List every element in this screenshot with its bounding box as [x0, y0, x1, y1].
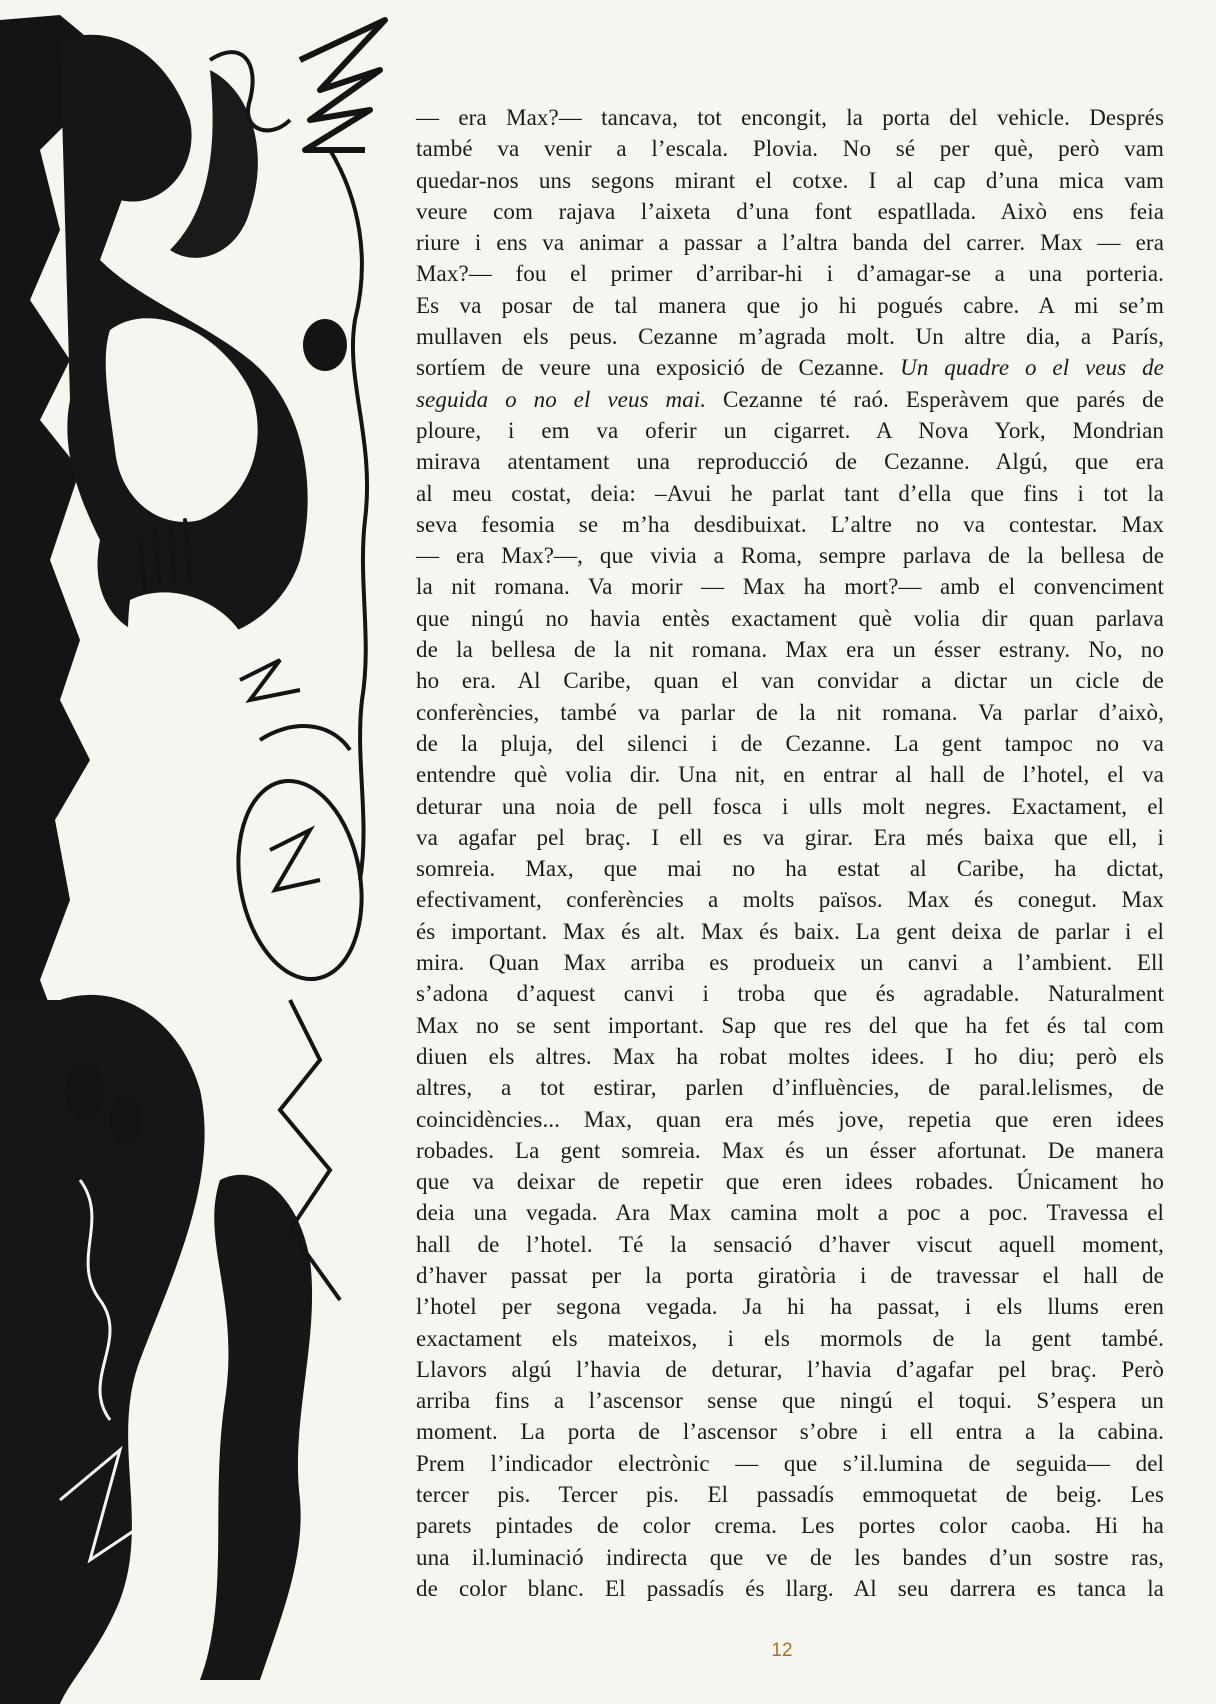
italic-quote: seguida o no el veus mai. [416, 386, 707, 412]
text-line: tercer pis. Tercer pis. El passadís emmoquetat de beig. Les [416, 1482, 1164, 1508]
text-line: s’adona d’aquest canvi i troba que és agradable. Naturalment [416, 981, 1164, 1007]
text-line: Llavors algú l’havia de deturar, l’havia d’agafar pel braç. Però [416, 1356, 1164, 1382]
text-line: deia una vegada. Ara Max camina molt a poc a poc. Travessa el [416, 1200, 1164, 1226]
text-line: de la pluja, del silenci i de Cezanne. La gent tampoc no va [416, 730, 1164, 756]
text-line: deturar una noia de pell fosca i ulls molt negres. Exactament, el [416, 793, 1164, 819]
text-run: sortíem de veure una exposició de Cezanne. [416, 355, 901, 381]
text-line [416, 384, 1164, 415]
text-line: d’haver passat per la porta giratòria i de travessar el hall de [416, 1262, 1164, 1288]
text-line: — era Max?— tancava, tot encongit, la porta del vehicle. Després [416, 105, 1164, 130]
text-line: l’hotel per segona vegada. Ja hi ha passat, i els llums eren [416, 1294, 1164, 1320]
text-line: al meu costat, deia: –Avui he parlat tant d’ella que fins i tot la [416, 480, 1164, 506]
text-line: Prem l’indicador electrònic — que s’il.lumina de seguida— del [416, 1450, 1164, 1476]
text-line: riure i ens va animar a passar a l’altra banda del carrer. Max — era [416, 230, 1164, 256]
text-line: coincidències... Max, quan era més jove, repetia que eren idees [416, 1106, 1164, 1132]
text-line: ploure, i em va oferir un cigarret. A Nova York, Mondrian [416, 417, 1164, 443]
text-line: també va venir a l’escala. Plovia. No sé per què, però vam [416, 136, 1164, 162]
text-line: que va deixar de repetir que eren idees robades. Únicament ho [416, 1169, 1164, 1195]
text-line: quedar-nos uns segons mirant el cotxe. I al cap d’una mica vam [416, 167, 1164, 193]
text-line: mullaven els peus. Cezanne m’agrada molt. Un altre dia, a París, [416, 324, 1164, 350]
page-number: 12 [771, 1640, 793, 1661]
text-line: parets pintades de color crema. Les portes color caoba. Hi ha [416, 1513, 1164, 1539]
text-line: la nit romana. Va morir — Max ha mort?— amb el convenciment [416, 574, 1164, 600]
text-line: entendre què volia dir. Una nit, en entrar al hall de l’hotel, el va [416, 762, 1164, 788]
text-line: moment. La porta de l’ascensor s’obre i ell entra a la cabina. [416, 1419, 1164, 1445]
text-line: una il.luminació indirecta que ve de les bandes d’un sostre ras, [416, 1544, 1164, 1570]
text-line: conferències, també va parlar de la nit romana. Va parlar d’això, [416, 699, 1164, 725]
text-line: de la bellesa de la nit romana. Max era un ésser estrany. No, no [416, 637, 1164, 663]
text-line: Max?— fou el primer d’arribar-hi i d’amagar-se a una porteria. [416, 261, 1164, 287]
text-line: somreia. Max, que mai no ha estat al Caribe, ha dictat, [416, 856, 1164, 882]
text-line: ho era. Al Caribe, quan el van convidar a dictar un cicle de [416, 668, 1164, 694]
text-line: — era Max?—, que vivia a Roma, sempre parlava de la bellesa de [416, 543, 1164, 569]
text-line: efectivament, conferències a molts països. Max és conegut. Max [416, 887, 1164, 913]
text-line: seva fesomia se m’ha desdibuixat. L’altre no va contestar. Max [416, 511, 1164, 537]
text-line: de color blanc. El passadís és llarg. Al seu darrera es tanca la [416, 1575, 1164, 1601]
text-line [416, 352, 1164, 383]
text-line: robades. La gent somreia. Max és un ésser afortunat. De manera [416, 1137, 1164, 1163]
text-line: mira. Quan Max arriba es produeix un canvi a l’ambient. Ell [416, 950, 1164, 976]
text-line: Max no se sent important. Sap que res del que ha fet és tal com [416, 1012, 1164, 1038]
body-text [416, 102, 1164, 1604]
text-line: que ningú no havia entès exactament què volia dir quan parlava [416, 605, 1164, 631]
abstract-ink-illustration [0, 0, 420, 1704]
text-line: diuen els altres. Max ha robat moltes idees. I ho diu; però els [416, 1043, 1164, 1069]
text-line: veure com rajava l’aixeta d’una font espatllada. Això ens feia [416, 198, 1164, 224]
text-line: hall de l’hotel. Té la sensació d’haver viscut aquell moment, [416, 1231, 1164, 1257]
text-line: Es va posar de tal manera que jo hi pogués cabre. A mi se’m [416, 292, 1164, 318]
text-line: mirava atentament una reproducció de Cezanne. Algú, que era [416, 449, 1164, 475]
text-line: és important. Max és alt. Max és baix. La gent deixa de parlar i el [416, 918, 1164, 944]
text-line: arriba fins a l’ascensor sense que ningú el toqui. S’espera un [416, 1388, 1164, 1414]
text-run: Cezanne té raó. Esperàvem que parés de [706, 386, 1164, 412]
italic-quote: Un quadre o el veus de [900, 355, 1164, 381]
text-line: altres, a tot estirar, parlen d’influències, de paral.lelismes, de [416, 1075, 1164, 1101]
text-line: exactament els mateixos, i els mormols de la gent també. [416, 1325, 1164, 1351]
text-line: va agafar pel braç. I ell es va girar. Era més baixa que ell, i [416, 824, 1164, 850]
